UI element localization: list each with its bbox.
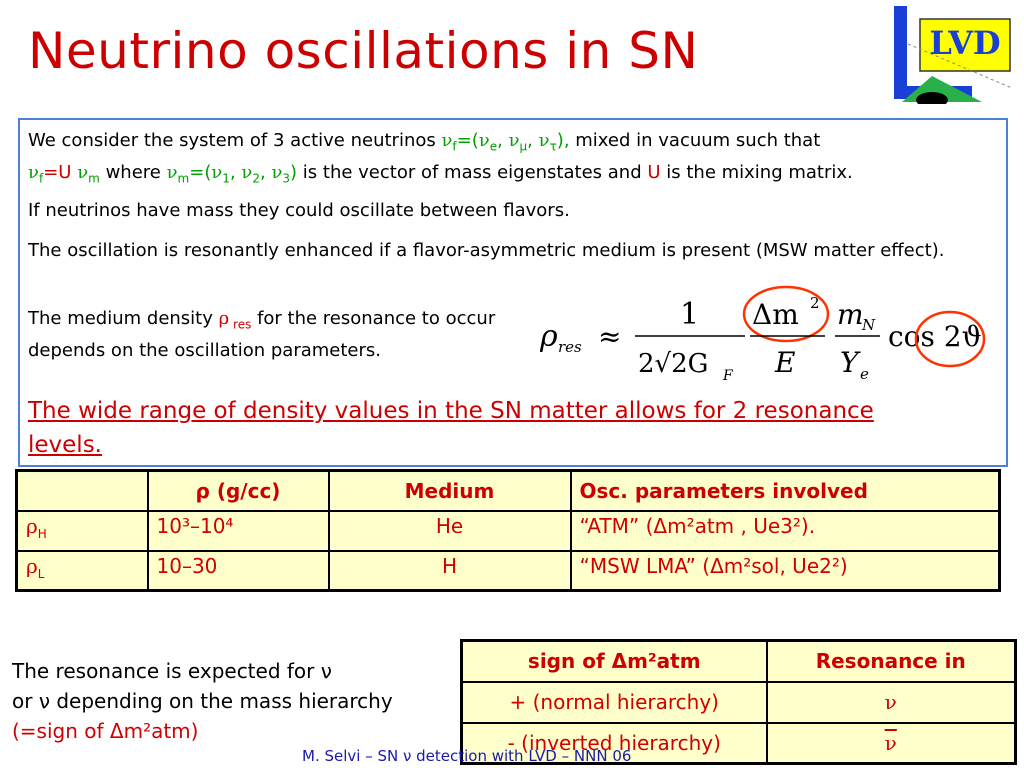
hierarchy-note	[12, 656, 462, 746]
intro-paragraph-1: We consider the system of 3 active neutrinos $\nu_f=(\nu_e$, $\nu_\mu$, $\nu_\tau$), mixed in vacuum such that $\nu_f=U$ $\nu_m$ where $\nu_m=(\nu_1$, $\nu_2$, $\nu_3$) is the vector of mass eigenstates and U is the mixing matrix.	[28, 130, 853, 186]
intro-paragraph-2: If neutrinos have mass they could oscillate between flavors.	[28, 200, 570, 221]
density-header-params: Osc. parameters involved	[571, 471, 1000, 511]
density-table-header	[17, 471, 1000, 511]
row-medium-l: H	[329, 551, 571, 591]
page-title: Neutrino oscillations in SN	[28, 22, 699, 80]
svg-text:2√2G: 2√2G	[638, 349, 709, 379]
svg-text:ρ: ρ	[540, 319, 558, 354]
svg-text:e: e	[860, 365, 869, 383]
density-header-label	[17, 471, 148, 511]
intro-paragraph-3: The oscillation is resonantly enhanced if a flavor-asymmetric medium is present (MSW matter effect).	[28, 240, 945, 261]
resonance-density-formula	[540, 284, 990, 384]
svg-text:m: m	[837, 298, 864, 331]
table-row	[462, 682, 1016, 723]
footer-credit: M. Selvi – SN ν detection with LVD – NNN 06	[302, 747, 632, 765]
row-density-h: 10³–10⁴	[148, 511, 329, 551]
hierarchy-note-line-2: or ν depending on the mass hierarchy	[12, 689, 393, 713]
hierarchy-note-line-3: (=sign of Δm²atm)	[12, 719, 199, 743]
hierarchy-note-line-1: The resonance is expected for ν	[12, 659, 332, 683]
density-table	[15, 469, 1001, 592]
hierarchy-inverted: - (inverted hierarchy)	[462, 723, 767, 764]
resonance-antineutrino: $\overline{\nu}$	[767, 723, 1016, 764]
row-medium-h: He	[329, 511, 571, 551]
svg-text:Y: Y	[840, 346, 859, 379]
svg-text:1: 1	[680, 297, 700, 332]
svg-text:2: 2	[810, 294, 820, 312]
svg-text:LVD: LVD	[929, 24, 1001, 62]
resonance-neutrino: ν	[767, 682, 1016, 723]
hierarchy-header-resonance: Resonance in	[767, 641, 1016, 682]
svg-text:≈: ≈	[598, 320, 622, 353]
table-row	[17, 511, 1000, 551]
intro-box	[18, 118, 1008, 467]
svg-text:F: F	[723, 368, 733, 384]
resonance-levels-statement: The wide range of density values in the SN matter allows for 2 resonance levels.	[28, 398, 874, 458]
svg-text:cos 2ϑ: cos 2ϑ	[888, 320, 982, 353]
row-params-l: “MSW LMA” (Δm²sol, Ue2²)	[571, 551, 1000, 591]
hierarchy-normal: + (normal hierarchy)	[462, 682, 767, 723]
density-header-rho: ρ (g/cc)	[148, 471, 329, 511]
row-label-rho-l: $\rho_L$	[17, 551, 148, 591]
hierarchy-header-sign: sign of Δm²atm	[462, 641, 767, 682]
svg-text:E: E	[775, 346, 796, 379]
svg-text:N: N	[862, 316, 876, 334]
lvd-logo	[892, 4, 1022, 104]
svg-text:Δm: Δm	[752, 298, 799, 331]
hierarchy-table-header	[462, 641, 1016, 682]
svg-text:res: res	[558, 338, 582, 356]
row-label-rho-h: $\rho_H$	[17, 511, 148, 551]
intro-paragraph-4: The medium density ρ $_{res}$ for the resonance to occur depends on the oscillation parameters.	[28, 308, 496, 361]
density-header-medium: Medium	[329, 471, 571, 511]
row-params-h: “ATM” (Δm²atm , Ue3²).	[571, 511, 1000, 551]
row-density-l: 10–30	[148, 551, 329, 591]
table-row	[17, 551, 1000, 591]
